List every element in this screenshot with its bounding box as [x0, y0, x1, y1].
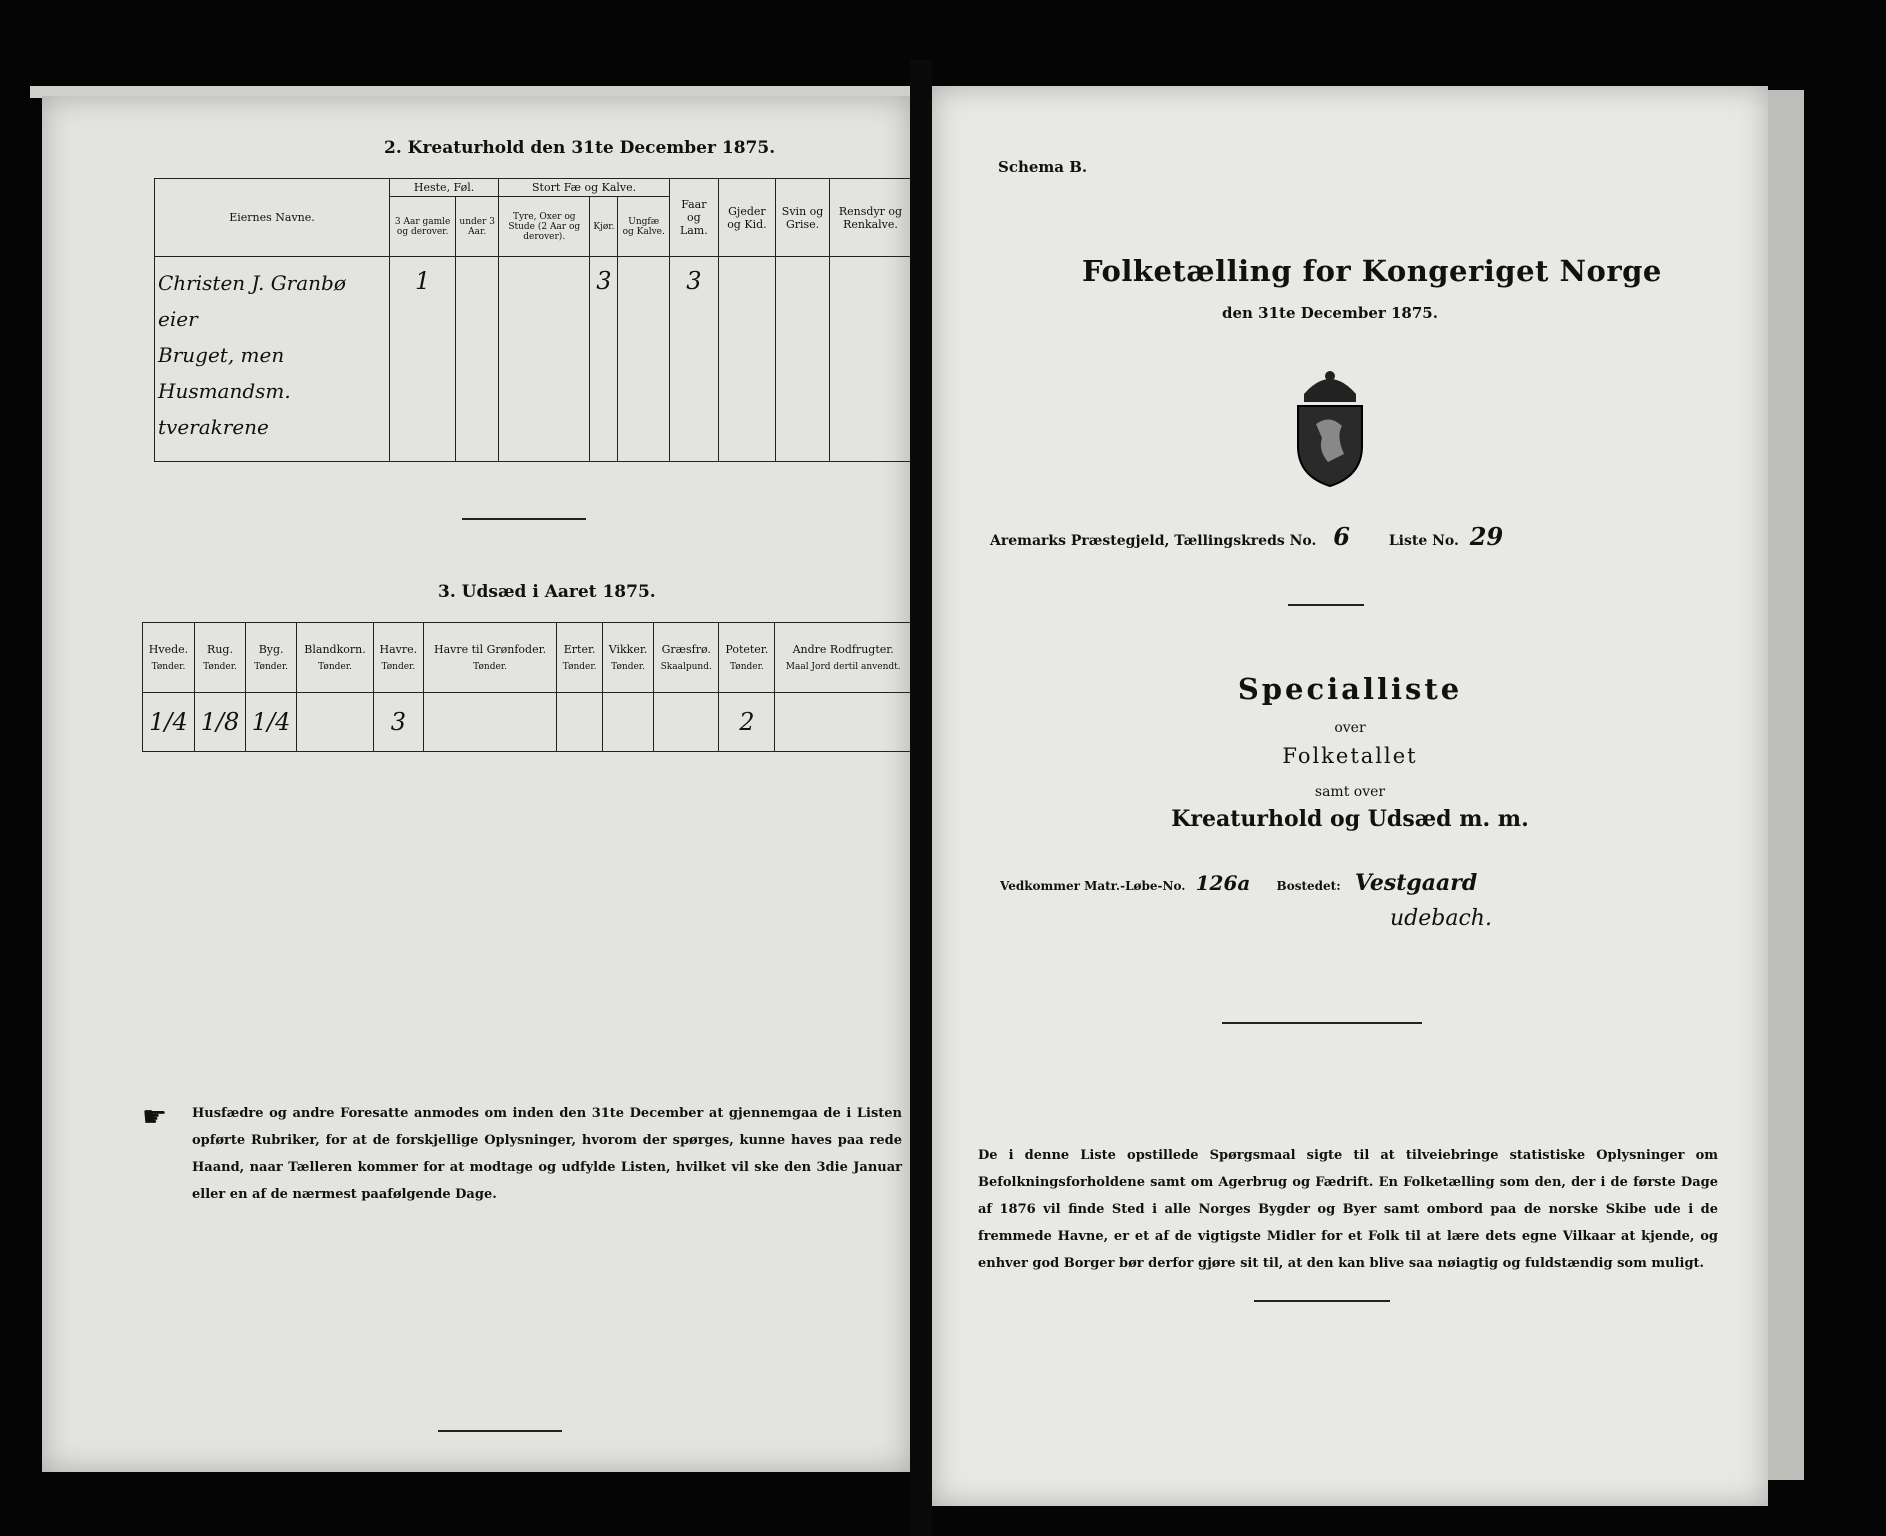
divider: [1254, 1300, 1390, 1302]
samt-over-text: samt over: [1314, 784, 1386, 800]
seed-value-cell: [143, 693, 195, 752]
right-page: [932, 86, 1768, 1506]
seed-value-cell: [373, 693, 423, 752]
matr-value: 126a: [1195, 871, 1251, 895]
livestock-table: [154, 178, 912, 462]
seed-column-header: [557, 623, 603, 693]
seed-column-unit: Tønder.: [254, 662, 288, 672]
seed-column-unit: Skaalpund.: [660, 662, 712, 672]
seed-column-unit: Tønder.: [562, 662, 597, 672]
seed-column-header: [246, 623, 297, 693]
bulls-value: [499, 257, 590, 462]
seed-column-unit: Tønder.: [729, 662, 764, 672]
divider: [1222, 1022, 1422, 1024]
district-value: 6: [1333, 522, 1350, 551]
seed-value: 2: [739, 708, 755, 736]
seed-value-cell: [246, 693, 297, 752]
seed-value: 1/4: [149, 708, 188, 736]
sheep-value: 3: [670, 257, 719, 462]
seed-column-header: [373, 623, 423, 693]
seed-column-label: Havre.: [379, 643, 418, 656]
calves-header: Ungfæ og Kalve.: [618, 197, 670, 257]
bosted-label: Bostedet:: [1276, 879, 1341, 893]
location-line: [990, 522, 1503, 551]
seed-column-label: Vikker.: [608, 643, 648, 656]
goats-header: Gjeder og Kid.: [718, 179, 775, 257]
seed-column-label: Byg.: [258, 643, 284, 656]
seed-value-cell: [297, 693, 374, 752]
seed-value-cell: [423, 693, 556, 752]
seed-value-cell: [654, 693, 719, 752]
kreaturhold-heading: Kreaturhold og Udsæd m. m.: [1171, 806, 1529, 832]
reindeer-header: Rensdyr og Renkalve.: [829, 179, 911, 257]
seed-value-cell: [603, 693, 654, 752]
seed-table: [142, 622, 912, 752]
owner-line: Christen J. Granbø eier: [158, 271, 346, 331]
seed-column-label: Andre Rodfrugter.: [792, 643, 894, 656]
seed-column-unit: Tønder.: [203, 662, 237, 672]
calves-value: [618, 257, 670, 462]
book-gutter: [910, 60, 932, 1536]
owner-line: tverakrene: [158, 415, 269, 439]
horses-under3-header: under 3 Aar.: [456, 197, 499, 257]
goats-value: [718, 257, 775, 462]
cows-value: 3: [590, 257, 618, 462]
seed-column-unit: Maal Jord dertil anvendt.: [785, 662, 901, 672]
seed-column-unit: Tønder.: [611, 662, 645, 672]
schema-label: Schema B.: [998, 158, 1088, 176]
cattle-header: Stort Fæ og Kalve.: [499, 179, 670, 197]
seed-column-label: Poteter.: [725, 643, 769, 656]
seed-column-header: [719, 623, 775, 693]
horses-3yr-header: 3 Aar gamle og derover.: [390, 197, 456, 257]
horses-under3-value: [456, 257, 499, 462]
bosted-value-2: udebach.: [1390, 906, 1492, 931]
horses-header: Heste, Føl.: [390, 179, 499, 197]
folketallet-heading: Folketallet: [1282, 744, 1418, 768]
owner-header: Eiernes Navne.: [155, 179, 390, 257]
notice-text: Husfædre og andre Foresatte anmodes om inden den 31te December at gjennemgaa de i Listen opførte Rubriker, for at de forskjellige Oplysninger, hvorom der spørges, kunne haves paa rede Haand, naar Tælleren kommer for at modtage og udfylde Listen, hvilket vil ske den 3die Januar eller en af de nærmest paafølgende Dage.: [192, 1106, 902, 1202]
seed-value: 1/8: [200, 708, 240, 736]
seed-column-label: Blandkorn.: [304, 643, 366, 656]
list-label: Liste No.: [1388, 533, 1459, 549]
seed-value: 1/4: [251, 708, 291, 736]
seed-value-cell: [557, 693, 603, 752]
over-text: over: [1334, 720, 1366, 736]
seed-column-label: Hvede.: [148, 643, 189, 656]
pigs-value: [776, 257, 830, 462]
seed-value-cell: [194, 693, 245, 752]
census-title: Folketælling for Kongeriget Norge: [1082, 254, 1662, 288]
census-date: den 31te December 1875.: [1222, 304, 1438, 322]
seed-column-label: Rug.: [207, 643, 233, 656]
seed-column-label: Græsfrø.: [661, 643, 711, 656]
section2-title: 2. Kreaturhold den 31te December 1875.: [384, 138, 776, 158]
seed-value-cell: [775, 693, 912, 752]
matr-line: [1000, 870, 1477, 896]
right-sheet-edge: [1768, 90, 1804, 1480]
seed-column-unit: Tønder.: [473, 662, 507, 672]
divider: [1288, 604, 1364, 606]
owner-line: Bruget, men Husmandsm.: [158, 343, 291, 403]
coat-of-arms-icon: [1284, 364, 1376, 488]
owner-cell: [155, 257, 390, 462]
seed-column-header: [143, 623, 195, 693]
list-value: 29: [1469, 522, 1504, 551]
cows-header: Kjør.: [590, 197, 618, 257]
seed-column-unit: Tønder.: [381, 662, 416, 672]
matr-label: Vedkommer Matr.-Løbe-No.: [1000, 879, 1186, 893]
seed-column-header: [423, 623, 556, 693]
sheep-header: Faar og Lam.: [670, 179, 719, 257]
seed-column-label: Erter.: [563, 643, 596, 656]
parish-label: Aremarks Præstegjeld,: [990, 533, 1170, 549]
section3-title: 3. Udsæd i Aaret 1875.: [438, 582, 656, 602]
bosted-value-1: Vestgaard: [1354, 870, 1478, 896]
seed-column-header: [775, 623, 912, 693]
reindeer-value: [829, 257, 911, 462]
seed-value: 3: [390, 708, 406, 736]
divider: [462, 518, 586, 520]
seed-value-cell: [719, 693, 775, 752]
seed-column-header: [297, 623, 374, 693]
seed-column-unit: Tønder.: [151, 662, 186, 672]
district-label: Tællingskreds No.: [1174, 533, 1317, 549]
seed-column-label: Havre til Grønfoder.: [434, 643, 547, 656]
bulls-header: Tyre, Oxer og Stude (2 Aar og derover).: [499, 197, 590, 257]
seed-column-header: [603, 623, 654, 693]
pointing-hand-icon: ☛: [142, 1100, 168, 1133]
seed-column-header: [194, 623, 245, 693]
left-page: [42, 96, 910, 1472]
pigs-header: Svin og Grise.: [776, 179, 830, 257]
horses-3yr-value: 1: [390, 257, 456, 462]
divider: [438, 1430, 562, 1432]
specialliste-heading: Specialliste: [1237, 672, 1463, 706]
seed-column-unit: Tønder.: [318, 662, 352, 672]
seed-column-header: [654, 623, 719, 693]
intro-paragraph: De i denne Liste opstillede Spørgsmaal sigte til at tilveiebringe statistiske Oplysninger om Befolkningsforholdene samt om Agerbrug og Fædrift. En Folketælling som den, der i de første Dage af 1876 vil finde Sted i alle Norges Bygder og Byer samt ombord paa de norske Skibe ude i de fremmede Havne, er et af de vigtigste Midler for et Folk til at lære dets egne Vilkaar at kjende, og enhver god Borger bør derfor gjøre sit til, at den kan blive saa nøiagtig og fuldstændig som muligt.: [978, 1148, 1718, 1271]
